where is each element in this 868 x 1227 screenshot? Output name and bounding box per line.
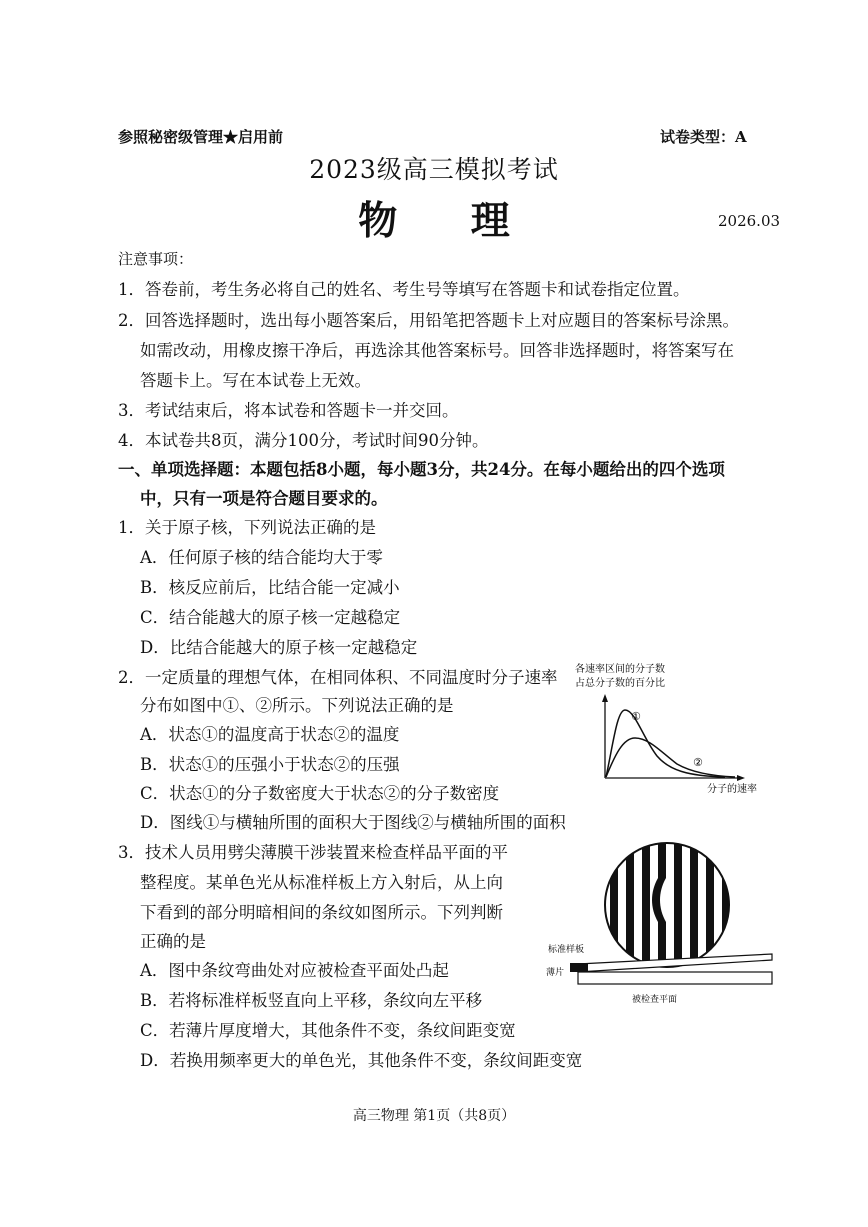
q2-option-a: A．状态①的温度高于状态②的温度 [140, 725, 400, 744]
q2-curve-2-label: ② [693, 756, 703, 769]
q3-stem-cont2: 下看到的部分明暗相间的条纹如图所示。下列判断 [140, 903, 503, 922]
notice-item-2-cont2: 答题卡上。写在本试卷上无效。 [140, 371, 371, 390]
subject-title: 物 理 [358, 198, 540, 244]
q3-thin-sheet-label: 薄片 [546, 968, 565, 978]
q3-option-d: D．若换用频率更大的单色光，其他条件不变，条纹间距变宽 [140, 1051, 583, 1070]
q2-option-c: C．状态①的分子数密度大于状态②的分子数密度 [140, 784, 500, 803]
q3-option-c: C．若薄片厚度增大，其他条件不变，条纹间距变宽 [140, 1021, 516, 1040]
q1-option-b: B．核反应前后，比结合能一定减小 [140, 578, 400, 597]
q2-stem: 2．一定质量的理想气体，在相同体积、不同温度时分子速率 [118, 668, 558, 687]
q1-option-c: C．结合能越大的原子核一定越稳定 [140, 608, 401, 627]
q3-stem: 3．技术人员用劈尖薄膜干涉装置来检查样品平面的平 [118, 843, 508, 862]
q3-stem-cont3: 正确的是 [140, 932, 206, 951]
q2-ylabel-line1: 各速率区间的分子数 [575, 664, 665, 675]
notice-item-2: 2．回答选择题时，选出每小题答案后，用铅笔把答题卡上对应题目的答案标号涂黑。 [118, 311, 739, 330]
q3-interference-figure [540, 830, 780, 1012]
notice-item-1: 1．答卷前，考生务必将自己的姓名、考生号等填写在答题卡和试卷指定位置。 [118, 280, 690, 299]
notice-item-2-cont: 如需改动，用橡皮擦干净后，再选涂其他答案标号。回答非选择题时，将答案写在 [140, 341, 734, 360]
exam-date: 2026.03 [718, 212, 781, 230]
q1-option-d: D．比结合能越大的原子核一定越稳定 [140, 638, 418, 657]
q2-curve-2 [606, 738, 735, 777]
section-heading-cont: 中，只有一项是符合题目要求的。 [140, 489, 388, 508]
q2-curve-1-label: ① [631, 710, 641, 723]
q2-stem-cont: 分布如图中①、②所示。下列说法正确的是 [140, 696, 454, 715]
q3-tested-plate [578, 972, 772, 984]
q1-stem: 1．关于原子核，下列说法正确的是 [118, 518, 376, 537]
q3-standard-plate-label: 标准样板 [548, 945, 585, 955]
exam-title: 2023级高三模拟考试 [309, 155, 559, 184]
q2-xlabel: 分子的速率 [707, 784, 757, 795]
q2-option-d: D．图线①与横轴所围的面积大于图线②与横轴所围的面积 [140, 813, 566, 832]
notice-item-3: 3．考试结束后，将本试卷和答题卡一并交回。 [118, 401, 459, 420]
q3-stem-cont1: 整程度。某单色光从标准样板上方入射后，从上向 [140, 873, 503, 892]
q2-distribution-figure [565, 660, 765, 795]
page-footer: 高三物理 第1页（共8页） [352, 1108, 516, 1124]
q3-option-a: A．图中条纹弯曲处对应被检查平面处凸起 [140, 961, 449, 980]
paper-type-label: 试卷类型：A [660, 128, 747, 146]
q2-y-arrow [602, 694, 608, 702]
confidential-label: 参照秘密级管理★启用前 [118, 128, 284, 146]
notice-title: 注意事项： [118, 250, 194, 268]
q2-ylabel-line2: 占总分子数的百分比 [575, 678, 665, 689]
q1-option-a: A．任何原子核的结合能均大于零 [140, 548, 383, 567]
q3-thin-sheet [570, 963, 588, 972]
q3-tested-plane-label: 被检查平面 [632, 995, 678, 1005]
q2-option-b: B．状态①的压强小于状态②的压强 [140, 755, 400, 774]
q2-x-arrow [737, 775, 745, 781]
q3-option-b: B．若将标准样板竖直向上平移，条纹向左平移 [140, 991, 483, 1010]
notice-item-4: 4．本试卷共8页，满分100分，考试时间90分钟。 [118, 431, 489, 450]
section-heading: 一、单项选择题：本题包括8小题，每小题3分，共24分。在每小题给出的四个选项 [118, 460, 725, 479]
